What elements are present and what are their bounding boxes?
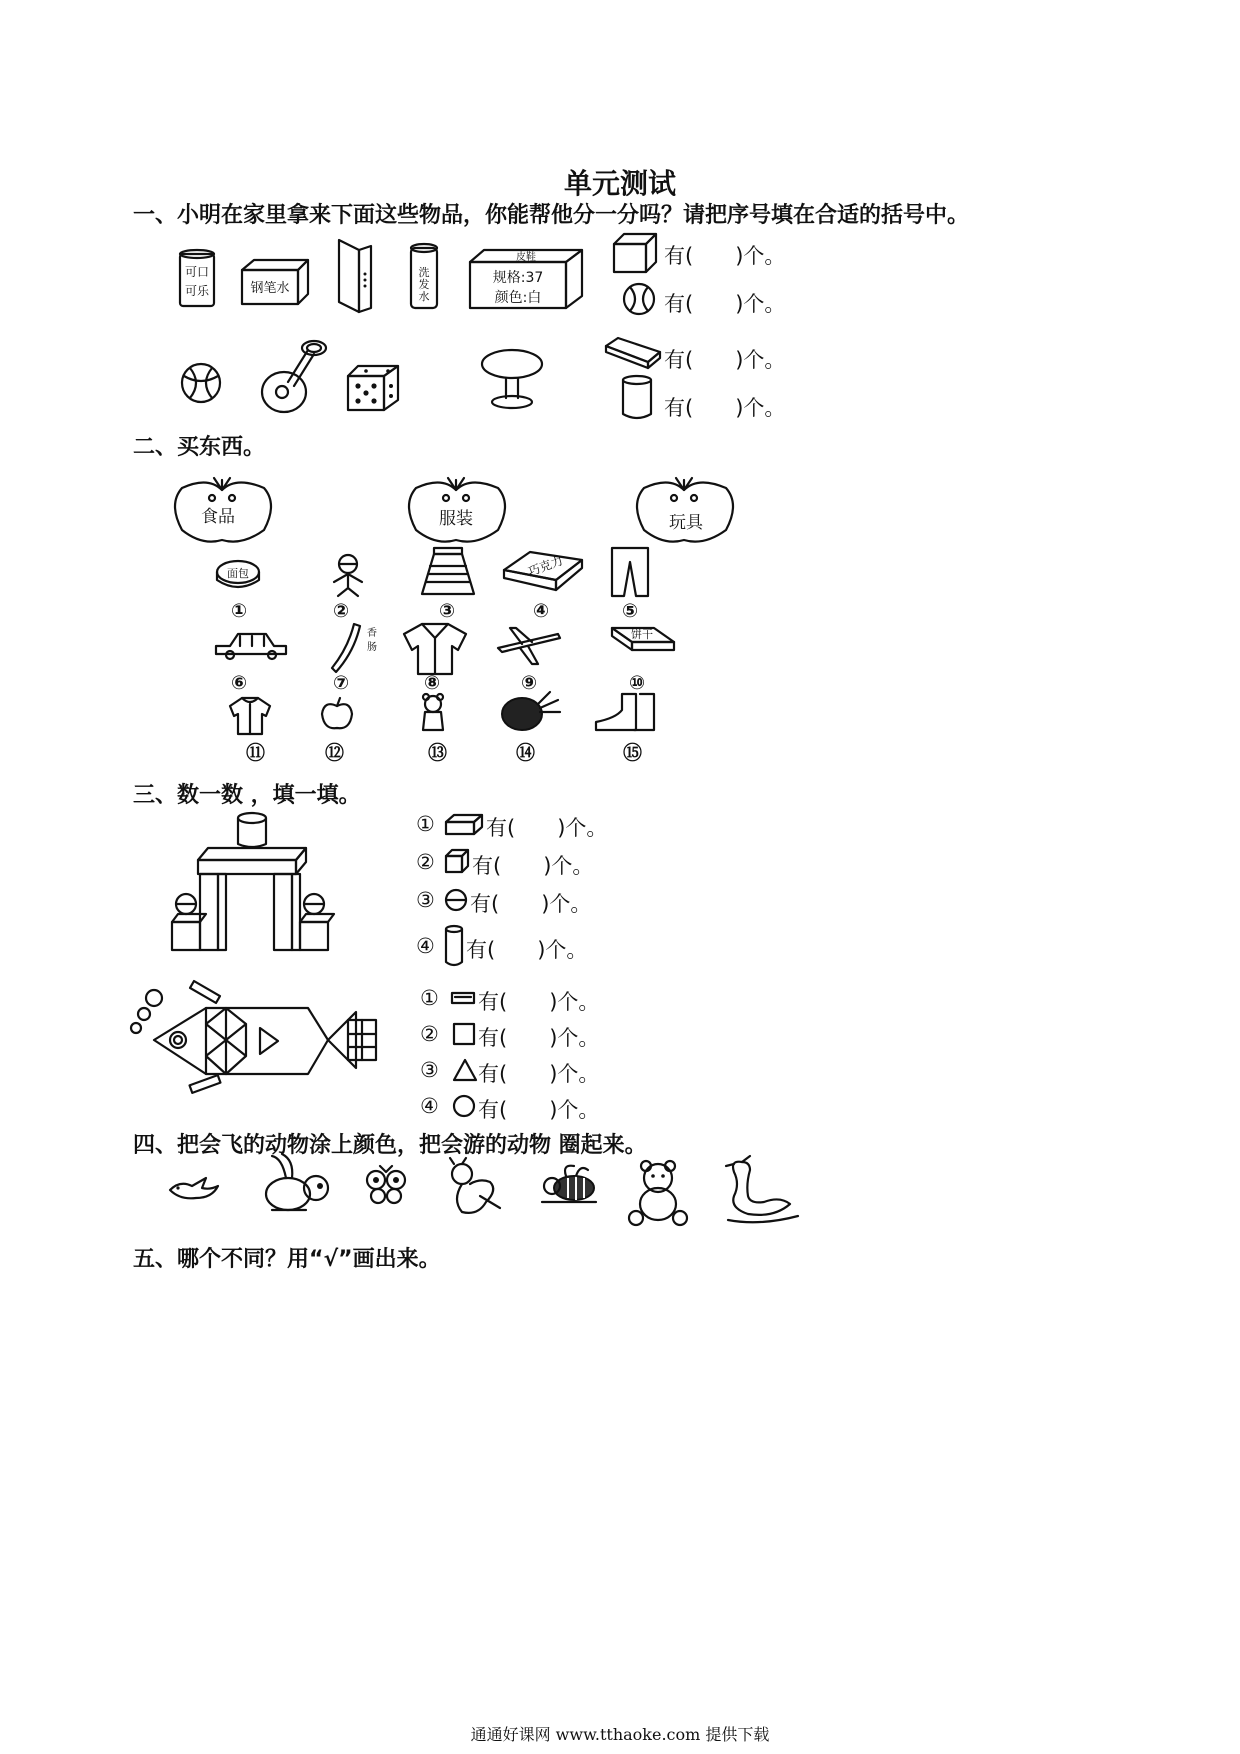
- q3-p1-text-2[interactable]: 有( )个。: [472, 854, 594, 878]
- ball-icon: [622, 282, 658, 318]
- ink-label: 钢笔水: [250, 281, 290, 296]
- circle-small-icon: [452, 1094, 476, 1118]
- teddy-toy-icon: [416, 692, 450, 736]
- doll-icon: [326, 552, 370, 598]
- item-number-11: ⑪: [246, 742, 266, 764]
- item-number-13: ⑬: [428, 742, 448, 764]
- svg-text:洗: 洗: [418, 266, 430, 279]
- bird-2-icon: [440, 1156, 506, 1220]
- skirt-icon: [418, 546, 478, 598]
- bread-icon: [214, 558, 262, 594]
- item-number-9: ⑨: [521, 672, 538, 694]
- cuboid-icon: [604, 336, 664, 370]
- toy-category-label: 玩具: [669, 513, 703, 533]
- square-small-icon: [452, 1022, 476, 1046]
- bear-icon: [626, 1158, 690, 1228]
- lamp-icon: [258, 336, 332, 416]
- q3-p2-num-4: ④: [420, 1094, 439, 1118]
- sausage-icon: [326, 618, 386, 676]
- ball-2-icon: [180, 362, 224, 406]
- biscuit-label: 饼干: [631, 628, 653, 641]
- clothing-basket-icon: [402, 474, 512, 546]
- chocolate-icon: [500, 548, 586, 596]
- shirt-icon: [226, 694, 274, 736]
- item-number-7: ⑦: [333, 672, 350, 694]
- cylinder-icon: [620, 374, 656, 422]
- q3-p1-num-2: ②: [416, 850, 435, 874]
- item-number-4: ④: [533, 600, 550, 622]
- bird-icon: [166, 1170, 222, 1206]
- q3-heading: 三、数一数 ，填一填。: [133, 783, 361, 808]
- food-basket-icon: [168, 474, 278, 546]
- item-number-3: ③: [439, 600, 456, 622]
- clothing-category-label: 服装: [439, 509, 473, 529]
- car-icon: [212, 628, 290, 660]
- stool-icon: [478, 348, 548, 412]
- q4-heading: 四、把会飞的动物涂上颜色，把会游的动物 圈起来。: [133, 1133, 647, 1158]
- q1-answer-3[interactable]: 有( )个。: [664, 348, 786, 372]
- svg-text:香: 香: [367, 628, 377, 639]
- book-icon: [335, 238, 375, 314]
- item-number-1: ①: [231, 600, 248, 622]
- footer: 通通好课网 www.tthaoke.com 提供下载: [470, 1725, 770, 1744]
- blocks-arch-figure: [168, 808, 348, 956]
- cylinder-small-icon: [444, 924, 464, 968]
- fish-shapes-figure: [128, 984, 388, 1094]
- q1-answer-4[interactable]: 有( )个。: [664, 396, 786, 420]
- cola-label-1: 可口: [184, 265, 210, 279]
- q3-p1-num-4: ④: [416, 934, 435, 958]
- cola-label-2: 可乐: [184, 284, 210, 298]
- boots-icon: [590, 690, 662, 734]
- biscuit-icon: [608, 624, 678, 664]
- rabbit-icon: [262, 1152, 332, 1214]
- q3-p2-text-2[interactable]: 有( )个。: [478, 1026, 600, 1050]
- q3-p1-num-3: ③: [416, 888, 435, 912]
- airplane-icon: [494, 624, 564, 668]
- q3-p2-text-4[interactable]: 有( )个。: [478, 1098, 600, 1122]
- swan-icon: [720, 1156, 802, 1228]
- q3-p2-text-1[interactable]: 有( )个。: [478, 990, 600, 1014]
- shoebox-size-label: 规格:37: [492, 270, 544, 286]
- pineapple-icon: [498, 688, 564, 734]
- butterfly-icon: [364, 1164, 408, 1206]
- item-number-5: ⑤: [622, 600, 639, 622]
- svg-text:发: 发: [418, 278, 430, 291]
- svg-text:水: 水: [418, 290, 430, 303]
- q3-p1-text-1[interactable]: 有( )个。: [486, 816, 608, 840]
- cube-icon: [612, 232, 660, 274]
- q3-p1-text-3[interactable]: 有( )个。: [470, 892, 592, 916]
- q1-answer-2[interactable]: 有( )个。: [664, 292, 786, 316]
- cube-small-icon: [444, 848, 470, 874]
- bread-label: 面包: [227, 567, 249, 580]
- q3-p1-text-4[interactable]: 有( )个。: [466, 938, 588, 962]
- shoebox-top-label: 皮鞋: [516, 252, 536, 263]
- triangle-small-icon: [452, 1058, 478, 1082]
- rectangle-small-icon: [450, 990, 478, 1006]
- cuboid-small-icon: [444, 812, 484, 836]
- q3-p2-text-3[interactable]: 有( )个。: [478, 1062, 600, 1086]
- food-category-label: 食品: [201, 507, 235, 527]
- item-number-14: ⑭: [516, 742, 536, 764]
- svg-text:肠: 肠: [367, 642, 377, 653]
- bee-icon: [540, 1162, 600, 1208]
- apple-icon: [318, 696, 356, 732]
- ink-box-icon: [240, 258, 312, 308]
- q1-heading: 一、小明在家里拿来下面这些物品，你能帮他分一分吗？请把序号填在合适的括号中。: [133, 203, 970, 228]
- pants-icon: [608, 544, 652, 600]
- q3-p1-num-1: ①: [416, 812, 435, 836]
- item-number-6: ⑥: [231, 672, 248, 694]
- item-number-8: ⑧: [424, 672, 441, 694]
- cola-can-icon: [178, 248, 218, 310]
- shoe-box-icon: [468, 248, 586, 310]
- page-title: 单元测试: [563, 167, 676, 200]
- item-number-12: ⑫: [325, 742, 345, 764]
- item-number-15: ⑮: [623, 742, 643, 764]
- shoebox-color-label: 颜色:白: [494, 290, 542, 306]
- q3-p2-num-1: ①: [420, 986, 439, 1010]
- q3-p2-num-3: ③: [420, 1058, 439, 1082]
- jacket-icon: [400, 620, 470, 678]
- item-number-2: ②: [333, 600, 350, 622]
- q3-p2-num-2: ②: [420, 1022, 439, 1046]
- dice-icon: [346, 364, 402, 412]
- sphere-small-icon: [444, 888, 468, 912]
- q5-heading: 五、哪个不同？用“√”画出来。: [133, 1247, 441, 1272]
- q2-heading: 二、买东西。: [133, 435, 266, 460]
- chocolate-label: 巧克力: [526, 553, 565, 579]
- q1-answer-1[interactable]: 有( )个。: [664, 244, 786, 268]
- item-number-10: ⑩: [629, 672, 646, 694]
- shampoo-bottle-icon: [407, 242, 443, 312]
- toy-basket-icon: [630, 474, 740, 546]
